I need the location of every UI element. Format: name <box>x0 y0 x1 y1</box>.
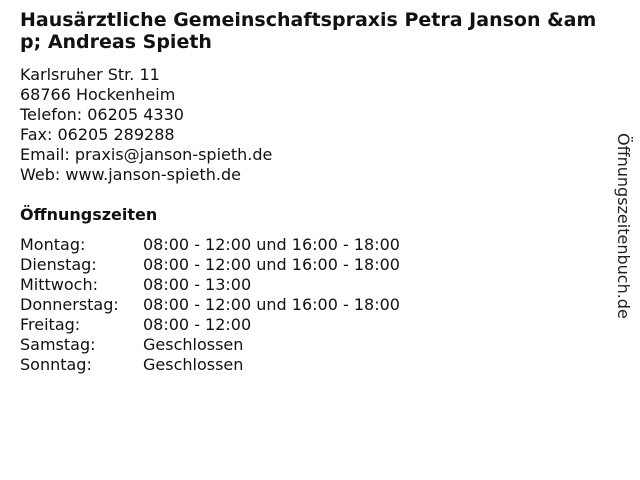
day-hours: 08:00 - 12:00 und 16:00 - 18:00 <box>143 235 400 254</box>
day-label: Donnerstag: <box>20 295 119 314</box>
day-label: Sonntag: <box>20 355 92 374</box>
brand-text: Öffnungszeitenbuch.de <box>614 133 633 319</box>
practice-title: Hausärztliche Gemeinschaftspraxis Petra Janson &amp; Andreas Spieth <box>20 9 597 53</box>
phone-number: Telefon: 06205 4330 <box>20 105 184 124</box>
day-label: Freitag: <box>20 315 81 334</box>
day-hours: 08:00 - 12:00 und 16:00 - 18:00 <box>143 255 400 274</box>
opening-hours-heading: Öffnungszeiten <box>20 205 158 224</box>
fax-number: Fax: 06205 289288 <box>20 125 175 144</box>
email-address: Email: praxis@janson-spieth.de <box>20 145 273 164</box>
day-hours: Geschlossen <box>143 355 244 374</box>
day-hours: Geschlossen <box>143 335 244 354</box>
address-street: Karlsruher Str. 11 <box>20 65 160 84</box>
contact-block <box>20 65 272 185</box>
day-hours: 08:00 - 12:00 und 16:00 - 18:00 <box>143 295 400 314</box>
side-brand-watermark <box>612 133 634 333</box>
day-hours: 08:00 - 12:00 <box>143 315 252 334</box>
day-label: Samstag: <box>20 335 96 354</box>
day-hours: 08:00 - 13:00 <box>143 275 252 294</box>
day-label: Mittwoch: <box>20 275 98 294</box>
address-city: 68766 Hockenheim <box>20 85 176 104</box>
day-label: Montag: <box>20 235 86 254</box>
day-label: Dienstag: <box>20 255 97 274</box>
website-address: Web: www.janson-spieth.de <box>20 165 241 184</box>
